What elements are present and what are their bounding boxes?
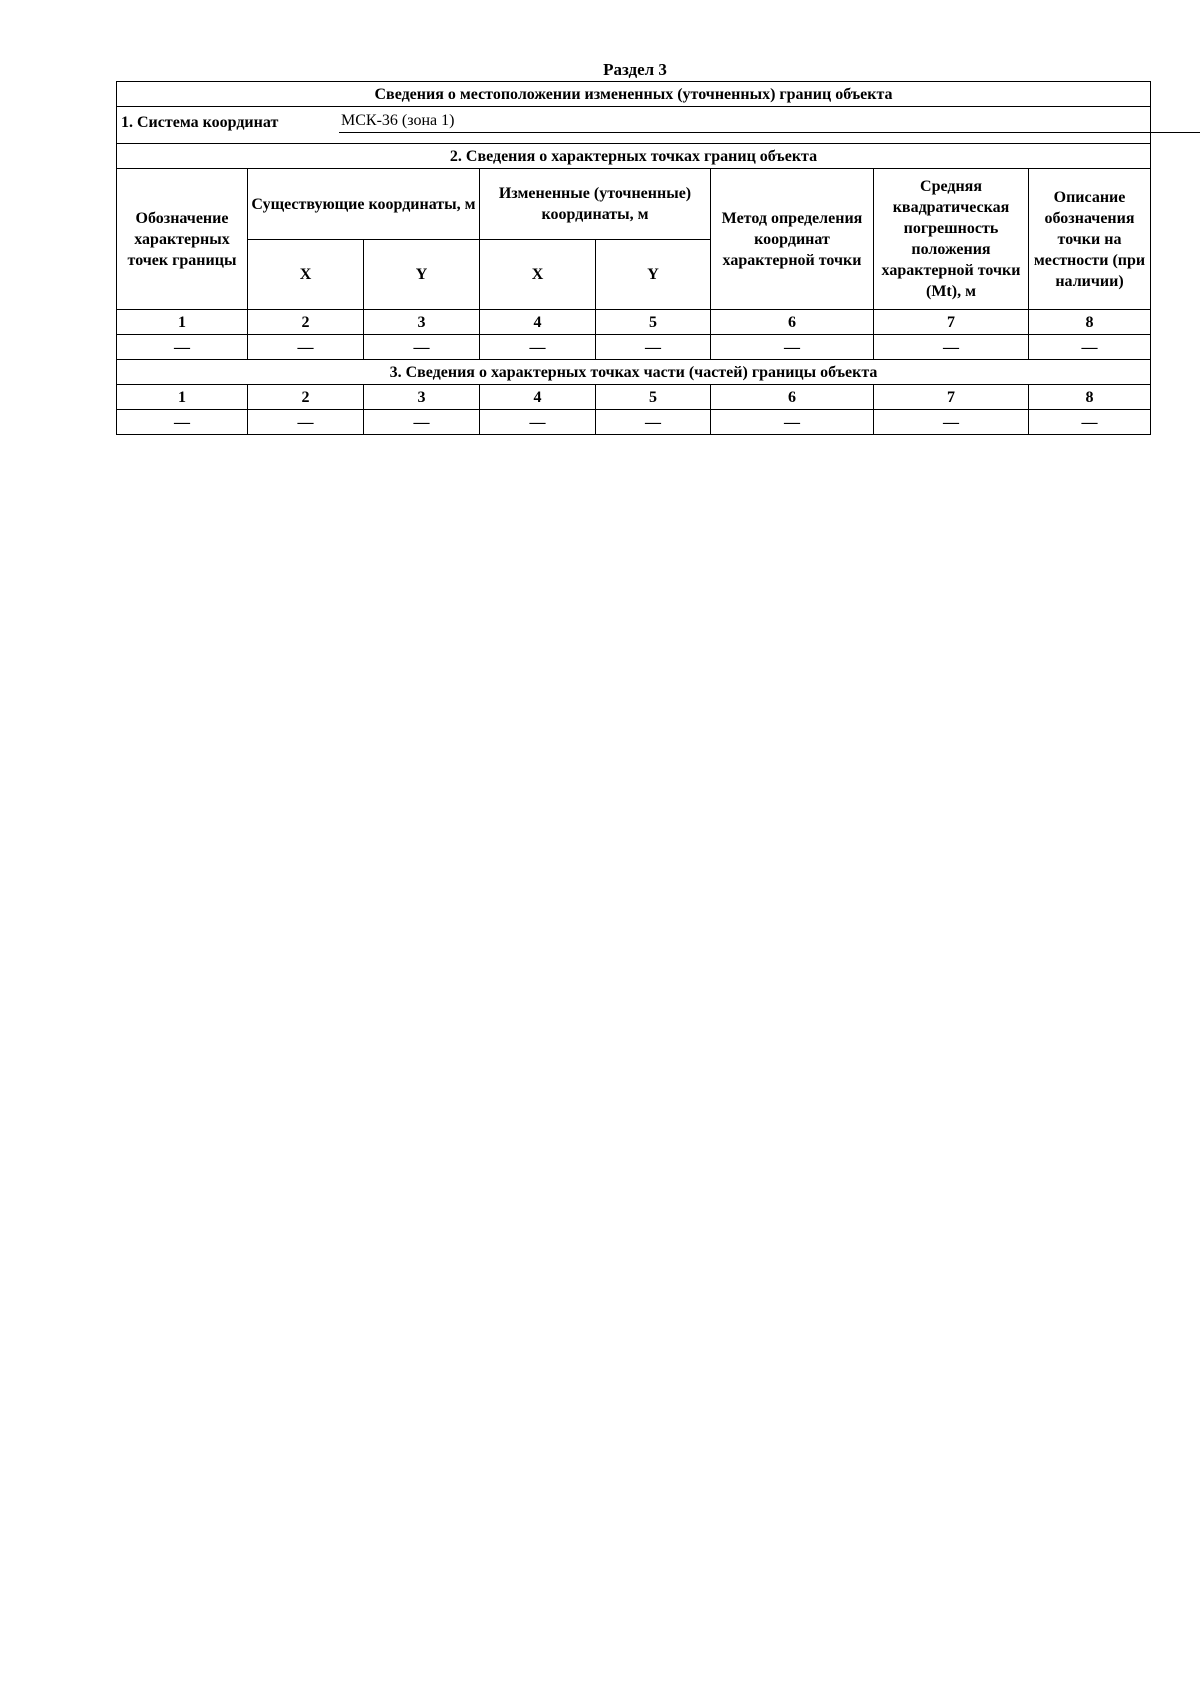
col-header-error: Средняя квадратическая погрешность положения характерной точки (Mt), м <box>874 169 1029 310</box>
column-number: 4 <box>480 385 596 410</box>
table-cell: — <box>711 410 874 435</box>
column-number: 7 <box>874 385 1029 410</box>
column-number: 1 <box>117 310 248 335</box>
coordinate-system-row <box>117 107 1151 144</box>
table-row <box>117 335 1151 360</box>
col-header-existing: Существующие координаты, м <box>248 169 480 240</box>
col-header-existing-x: X <box>248 240 364 310</box>
coordinate-system-value: МСК-36 (зона 1) <box>339 110 1200 133</box>
table-cell: — <box>364 335 480 360</box>
col-header-description: Описание обозначения точки на местности (при наличии) <box>1029 169 1151 310</box>
col-header-changed-y: Y <box>596 240 711 310</box>
table-cell: — <box>480 335 596 360</box>
table-cell: — <box>480 410 596 435</box>
col-header-existing-y: Y <box>364 240 480 310</box>
column-number: 8 <box>1029 310 1151 335</box>
table-cell: — <box>711 335 874 360</box>
column-numbers-row <box>117 385 1151 410</box>
table-cell: — <box>364 410 480 435</box>
column-number: 3 <box>364 385 480 410</box>
table-row <box>117 410 1151 435</box>
part3-header: 3. Сведения о характерных точках части (частей) границы объекта <box>117 360 1151 385</box>
table-cell: — <box>248 410 364 435</box>
table-cell: — <box>596 335 711 360</box>
table-cell: — <box>248 335 364 360</box>
column-number: 3 <box>364 310 480 335</box>
col-header-changed: Измененные (уточненные) координаты, м <box>480 169 711 240</box>
column-number: 6 <box>711 310 874 335</box>
column-number: 5 <box>596 310 711 335</box>
column-number: 7 <box>874 310 1029 335</box>
column-number: 4 <box>480 310 596 335</box>
table-cell: — <box>596 410 711 435</box>
column-number: 5 <box>596 385 711 410</box>
col-header-changed-x: X <box>480 240 596 310</box>
part2-header: 2. Сведения о характерных точках границ объекта <box>117 144 1151 169</box>
table-cell: — <box>1029 410 1151 435</box>
column-number: 8 <box>1029 385 1151 410</box>
table-cell: — <box>874 335 1029 360</box>
section-title: Раздел 3 <box>603 60 667 79</box>
column-number: 2 <box>248 310 364 335</box>
column-numbers-row <box>117 310 1151 335</box>
col-header-designation: Обозначение характерных точек границы <box>117 169 248 310</box>
table-cell: — <box>1029 335 1151 360</box>
main-header: Сведения о местоположении измененных (уточненных) границ объекта <box>117 82 1151 107</box>
column-number: 6 <box>711 385 874 410</box>
coordinate-system-label: 1. Система координат <box>121 114 279 131</box>
column-number: 1 <box>117 385 248 410</box>
table-cell: — <box>874 410 1029 435</box>
column-number: 2 <box>248 385 364 410</box>
boundary-table <box>116 81 1151 435</box>
table-cell: — <box>117 335 248 360</box>
col-header-method: Метод определения координат характерной точки <box>711 169 874 310</box>
table-cell: — <box>117 410 248 435</box>
